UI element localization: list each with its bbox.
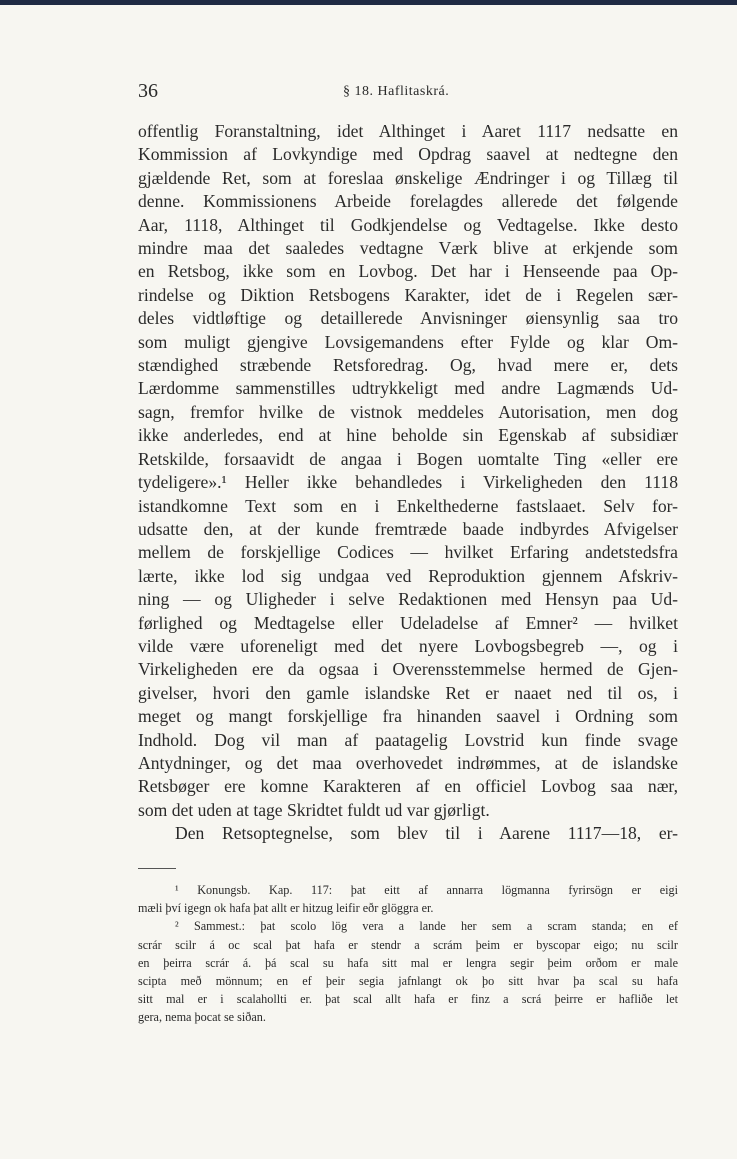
body-line: ning — og Uligheder i selve Redaktionen med Hensyn paa Ud-: [138, 589, 678, 610]
page-number: 36: [138, 80, 158, 102]
body-line: rindelse og Diktion Retsbogens Karakter, idet de i Regelen sær-: [138, 284, 678, 305]
body-line: Antydninger, og det maa overhovedet indrømmes, at de islandske: [138, 752, 678, 773]
footnote-line: ² Sammest.: þat scolo lög vera a lande her sem a scram standa; en ef: [175, 919, 678, 934]
scan-top-edge: [0, 0, 737, 5]
body-line: Virkeligheden ere da ogsaa i Overensstemmelse hermed de Gjen-: [138, 659, 678, 680]
footnotes: [138, 881, 678, 1027]
body-line: istandkomne Text som en i Enkelthederne fastslaaet. Selv for-: [138, 495, 678, 516]
body-line: vilde være uforeneligt med det nyere Lovbogsbegreb —, og i: [138, 635, 678, 656]
footnote-line: mæli því igegn ok hafa þat allt er hitzug leifir eðr glöggra er.: [138, 901, 434, 916]
footnote-line: sitt mal er i scalahollti er. þat scal allt hafa er finz a scrá þeirre er hafliðe let: [138, 992, 678, 1007]
body-line: meget og mangt forskjellige fra hinanden saavel i Ordning som: [138, 706, 678, 727]
body-line: førlighed og Medtagelse eller Udeladelse af Emner² — hvilket: [138, 612, 678, 633]
body-line: stændighed stræbende Retsforedrag. Og, hvad mere er, dets: [138, 355, 678, 376]
body-line: offentlig Foranstaltning, idet Althinget i Aaret 1117 nedsatte en: [138, 121, 678, 141]
body-line: Retskilde, forsaavidt de angaa i Bogen uomtalte Ting «eller ere: [138, 448, 678, 469]
body-line: givelser, hvori den gamle islandske Ret er naaet ned til os, i: [138, 682, 678, 703]
running-head: § 18. Haflitaskrá.: [343, 84, 450, 99]
body-line: ikke anderledes, end at hine beholde sin Egenskab af subsidiær: [138, 425, 678, 446]
body-line: Indhold. Dog vil man af paatagelig Lovstrid kun finde svage: [138, 729, 678, 750]
body-line: en Retsbog, ikke som en Lovbog. Det har i Henseende paa Op-: [138, 261, 678, 282]
body-line: denne. Kommissionens Arbeide forelagdes allerede det følgende: [138, 191, 678, 212]
body-line: mindre maa det saaledes vedtagne Værk blive at erkjende som: [138, 238, 678, 259]
body-line: mellem de forskjellige Codices — hvilket Erfaring andetstedsfra: [138, 542, 678, 563]
body-line: deles vidtløftige og detaillerede Anvisninger øiensynlig saa tro: [138, 308, 678, 329]
body-line: som det uden at tage Skridtet fuldt ud var gjørligt.: [138, 799, 490, 820]
footnote-line: scipta með mönnum; en ef þeir segia jafnlangt ok þo sitt hvar þa scal su hafa: [138, 974, 678, 989]
footnote-line: scrár scilr á oc scal þat hafa er stendr a scrám þeim er byscopar eigo; nu scilr: [138, 937, 678, 952]
body-line: Retsbøger ere komne Karakteren af en officiel Lovbog saa nær,: [138, 776, 678, 797]
body-text: [138, 120, 678, 846]
body-line: Lærdomme sammenstilles udtrykkeligt med andre Lagmænds Ud-: [138, 378, 678, 399]
body-line: gjældende Ret, som at foreslaa ønskelige Ændringer i og Tillæg til: [138, 167, 678, 188]
body-line: udsatte den, at der kunde fremtræde baade indbyrdes Afvigelser: [138, 518, 678, 539]
body-line: tydeligere».¹ Heller ikke behandledes i Virkeligheden den 1118: [138, 472, 678, 493]
body-line: sagn, fremfor hvilke de vistnok meddeles Autorisation, men dog: [138, 401, 678, 422]
footnote-line: gera, nema þocat se siðan.: [138, 1010, 266, 1025]
footnote-line: en þeirra scrár á. þá scal su hafa sitt mal er lengra segir þeim orðom er male: [138, 955, 678, 970]
body-line: Kommission af Lovkyndige med Opdrag saavel at nedtegne den: [138, 144, 678, 165]
page-header: [138, 80, 678, 106]
footnote-line: ¹ Konungsb. Kap. 117: þat eitt af annarra lögmanna fyrirsögn er eigi: [175, 883, 678, 897]
body-line: Den Retsoptegnelse, som blev til i Aarene 1117—18, er-: [175, 823, 678, 844]
body-line: Aar, 1118, Althinget til Godkjendelse og Vedtagelse. Ikke desto: [138, 214, 678, 235]
body-line: lærte, ikke lod sig undgaa ved Reproduktion gjennem Afskriv-: [138, 565, 678, 586]
body-line: som muligt gjengive Lovsigemandens efter Fylde og klar Om-: [138, 331, 678, 352]
footnote-rule: [138, 868, 176, 869]
